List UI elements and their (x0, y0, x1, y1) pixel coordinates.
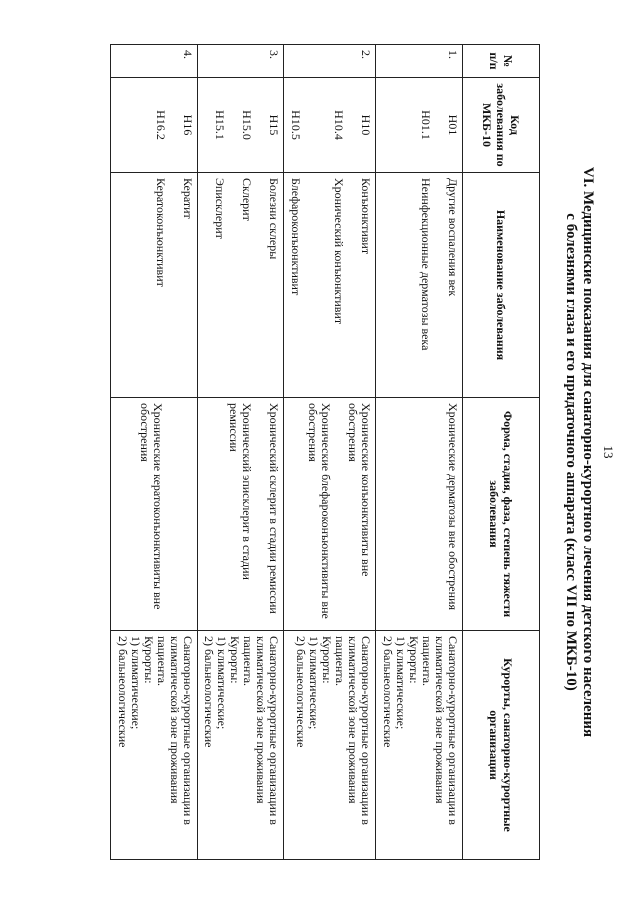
resort-text: Санаторно-курортные организации в климатической зоне проживания пациента. (241, 636, 282, 825)
form-text: Хронический склерит в стадии ремиссии (267, 403, 282, 614)
disease-name: Склерит (240, 178, 255, 221)
resort-text: Курорты: (228, 636, 243, 684)
disease-name: Кератит (180, 178, 195, 219)
resort-text: Санаторно-курортные организации в климатической зоне проживания пациента. (154, 636, 195, 825)
row-num: 4. (111, 45, 198, 78)
resort-text: 1) климатические; (394, 636, 408, 730)
header-resorts: Курорты, санаторно-курортные организации (463, 631, 540, 860)
disease-name: Конъюнктивит (359, 178, 374, 255)
resort-text: Курорты: (320, 636, 335, 684)
rotated-content (115, 22, 620, 882)
table-row (197, 45, 284, 860)
table-row (284, 45, 376, 860)
disease-name: Другие воспаления век (446, 178, 460, 297)
form-text: Хронические кератоконъюнктивиты вне обострения (137, 403, 165, 610)
code: H10 (359, 114, 374, 136)
code: H16 (180, 114, 195, 136)
code: H01.1 (419, 110, 433, 140)
row-names (111, 173, 198, 398)
row-names (376, 173, 463, 398)
code: H01 (446, 114, 460, 136)
row-codes (197, 78, 284, 173)
code: H10.5 (289, 110, 304, 140)
resort-text: Курорты: (407, 636, 421, 684)
resort-text: 1) климатические; (307, 636, 322, 730)
disease-name: Эписклерит (213, 178, 228, 239)
header-name: Наименование заболевания (463, 173, 540, 398)
code: H10.4 (332, 110, 347, 140)
header-num: № п/п (463, 45, 540, 78)
form-text: Хронический эписклерит в стадии ремиссии (227, 403, 255, 580)
code: H15 (267, 114, 282, 136)
title-line-2: с болезнями глаза и его придаточного аппарата (класс VII по МКБ-10) (563, 213, 579, 691)
row-resorts (284, 631, 376, 860)
table-header-row (463, 45, 540, 860)
disease-name: Хронический конъюнктивит (332, 178, 347, 325)
form-text: Хронические конъюнктивиты вне обострения (346, 403, 374, 577)
code: H15.1 (213, 110, 228, 140)
row-resorts (376, 631, 463, 860)
resort-text: 2) бальнеологические (115, 636, 130, 748)
resort-text: Санаторно-курортные организации в климатической зоне проживания пациента. (333, 636, 374, 825)
table-row (111, 45, 198, 860)
row-codes (111, 78, 198, 173)
row-codes (376, 78, 463, 173)
row-form (376, 398, 463, 631)
resort-text: 2) бальнеологические (202, 636, 217, 748)
resort-text: 1) климатические; (215, 636, 230, 730)
row-form (284, 398, 376, 631)
resort-text: Курорты: (141, 636, 156, 684)
disease-name: Кератоконъюнктивит (153, 178, 168, 287)
row-names (284, 173, 376, 398)
indications-table (110, 44, 540, 860)
resort-text: 2) бальнеологические (381, 636, 395, 748)
code: H15.0 (240, 110, 255, 140)
header-code: Код заболевания по МКБ-10 (463, 78, 540, 173)
row-resorts (197, 631, 284, 860)
resort-text: 2) бальнеологические (294, 636, 309, 748)
disease-name: Блефароконъюнктивит (289, 178, 304, 296)
row-resorts (111, 631, 198, 860)
row-num: 1. (376, 45, 463, 78)
row-codes (284, 78, 376, 173)
document-title (562, 22, 596, 882)
row-names (197, 173, 284, 398)
resort-text: 1) климатические; (128, 636, 143, 730)
title-line-1: VI. Медицинские показания для санаторно-курортного лечения детского населения (580, 166, 596, 738)
row-form (197, 398, 284, 631)
code: H16.2 (153, 110, 168, 140)
row-form (111, 398, 198, 631)
disease-name: Болезни склеры (267, 178, 282, 260)
form-text: Хронические дерматозы вне обострения (446, 403, 460, 610)
row-num: 3. (197, 45, 284, 78)
disease-name: Неинфекционные дерматозы века (419, 178, 433, 351)
header-form: Форма, стадия, фаза, степень тяжести заболевания (463, 398, 540, 631)
page-number: 13 (601, 445, 616, 459)
row-num: 2. (284, 45, 376, 78)
form-text: Хронические блефароконъюнктивиты вне обострения (306, 403, 334, 619)
table-row (376, 45, 463, 860)
resort-text: Санаторно-курортные организации в климатической зоне проживания пациента. (420, 636, 460, 825)
